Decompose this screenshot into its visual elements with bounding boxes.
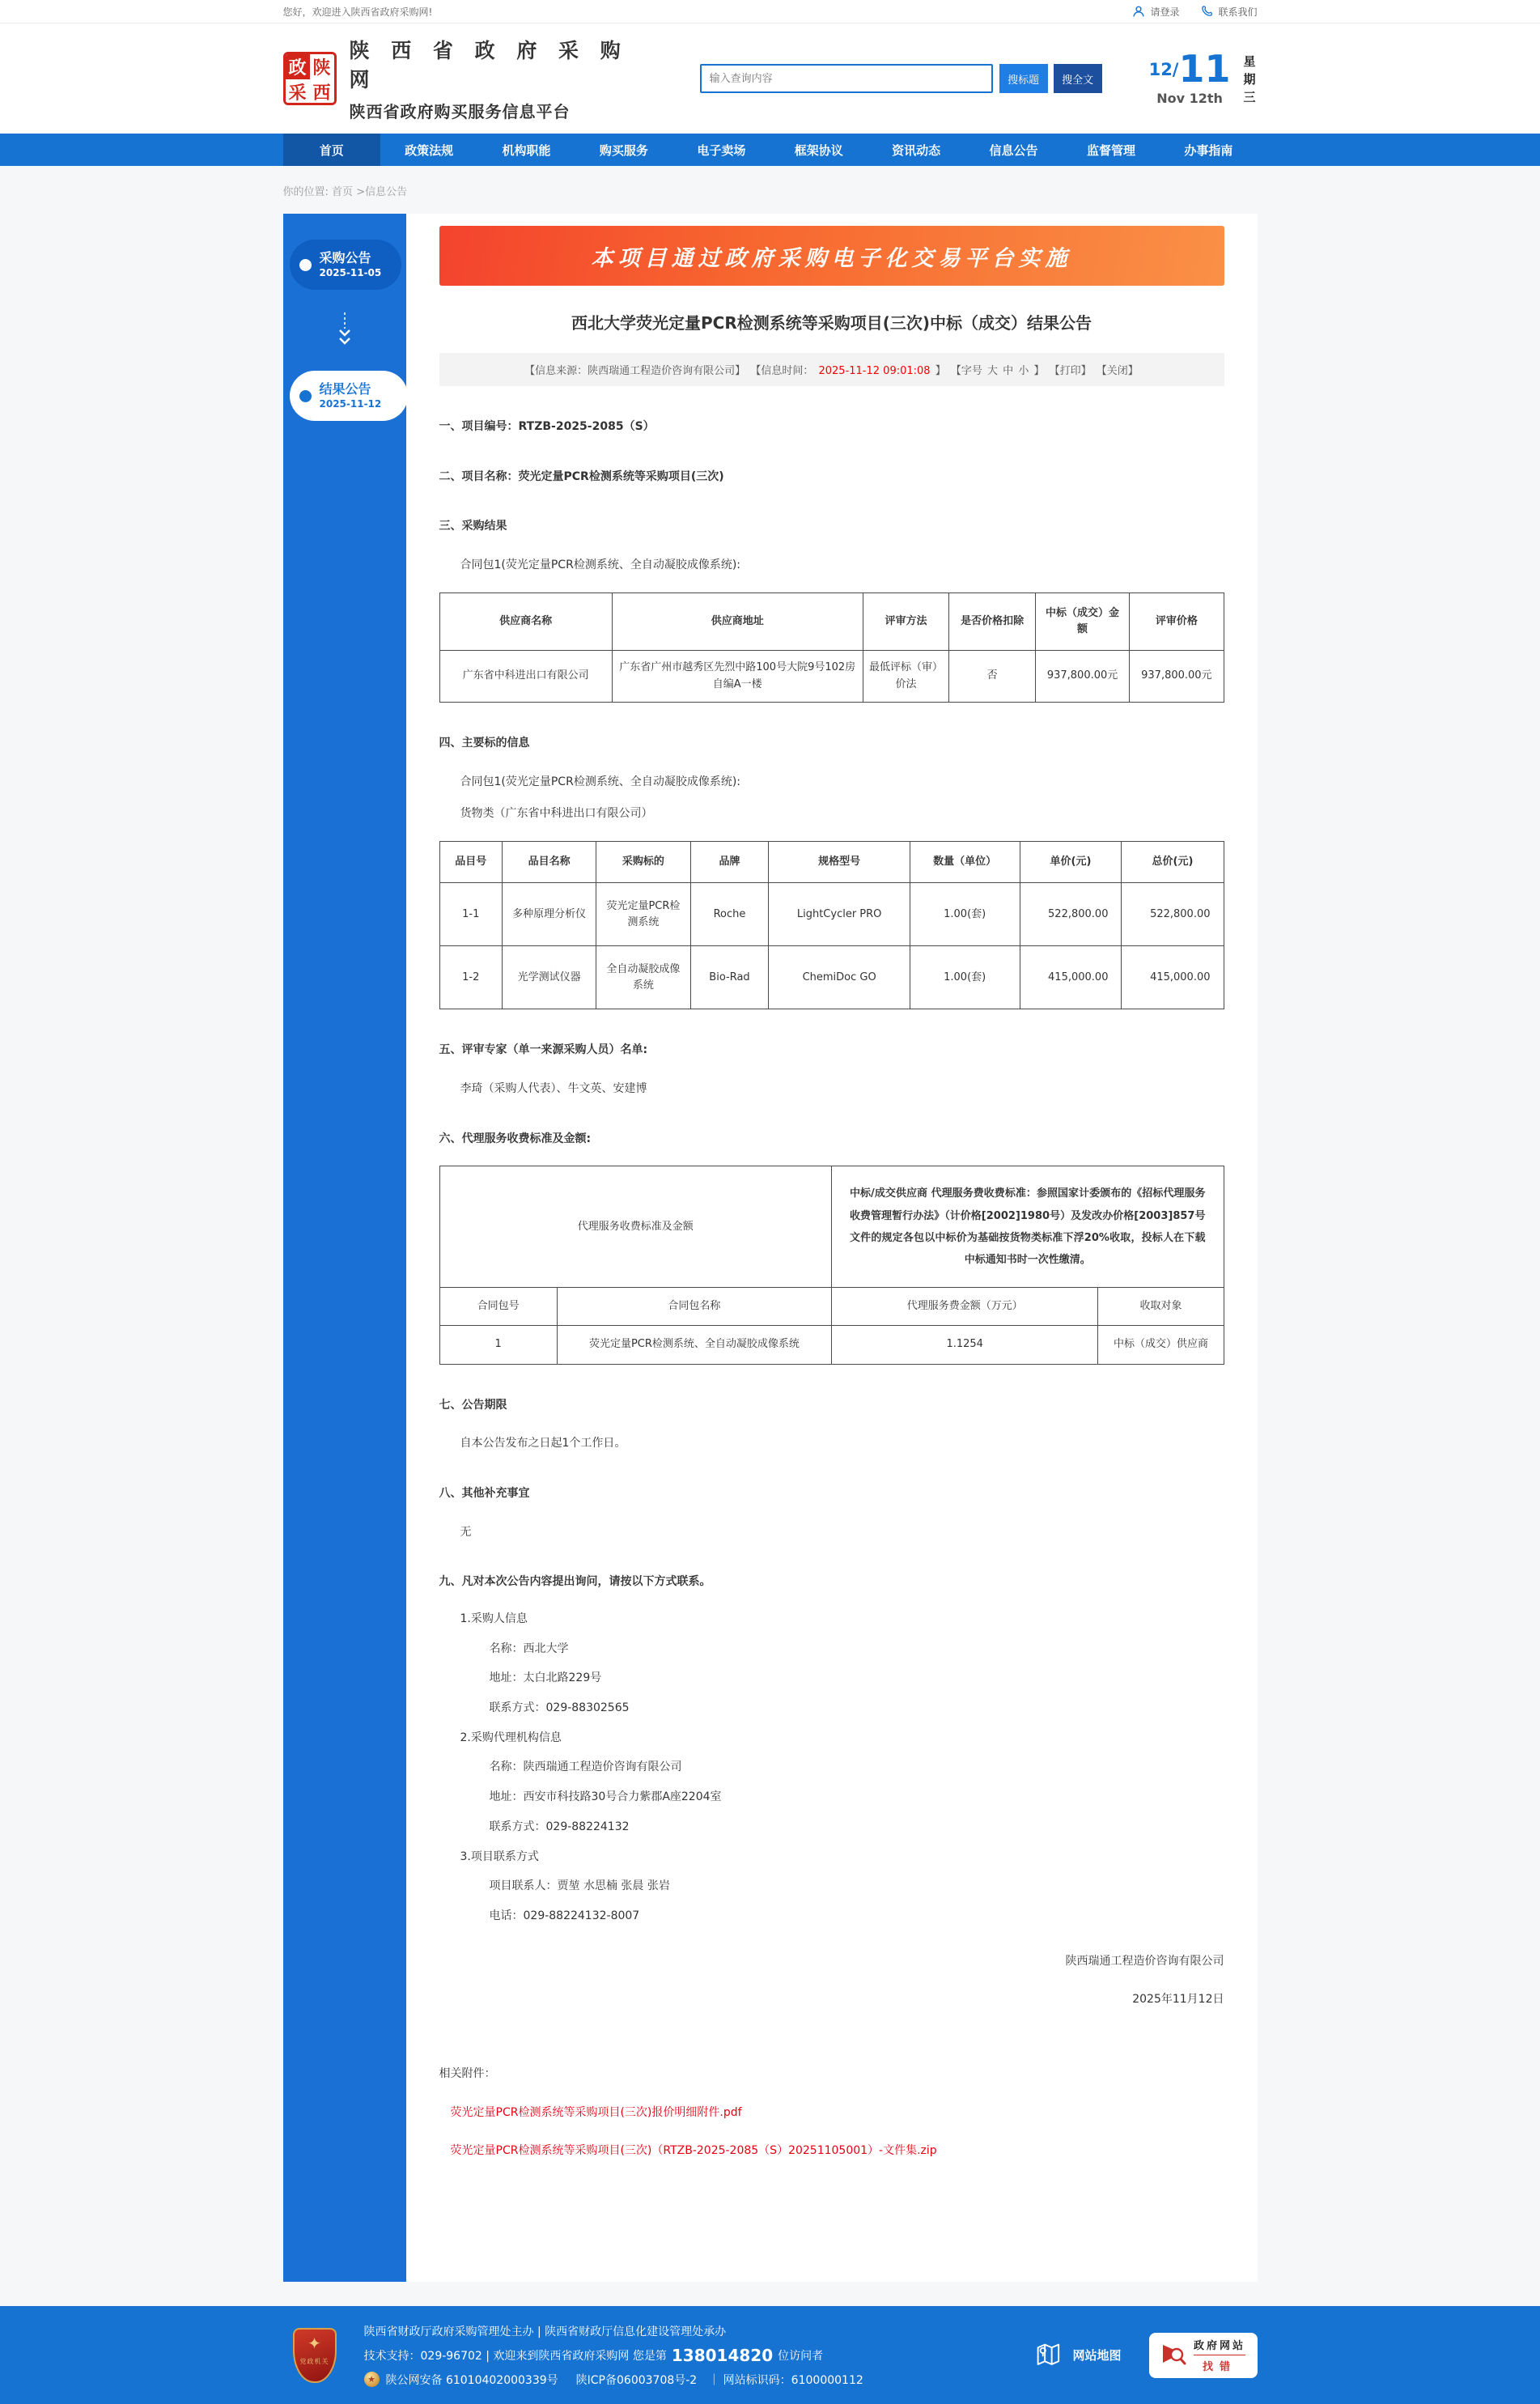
breadcrumb-label: 你的位置: [282,186,329,198]
announcement-period-text: 自本公告发布之日起1个工作日。 [460,1437,626,1450]
step-title: 采购公告 [319,249,371,265]
section-main-subject: 四、主要标的信息 [439,737,530,750]
step-dot-icon [299,259,312,271]
goods-detail-table [439,841,1224,1009]
nav-item-org[interactable]: 机构职能 [502,142,551,158]
cell-fee-label: 代理服务收费标准及金额 [439,1166,831,1288]
col-item-no: 品目号 [439,842,503,883]
login-label: 请登录 [1150,6,1180,18]
meta-time-post: 】 [935,365,946,377]
step-dot-icon [299,390,312,402]
site-header [0,23,1540,134]
col-model: 规格型号 [769,842,910,883]
col-package-name: 合同包名称 [557,1288,831,1326]
cell-procurement-subject: 荧光定量PCR检测系统 [596,883,690,946]
font-size-mid[interactable]: 中 [1003,365,1014,377]
signature-company: 陕西瑞通工程造价咨询有限公司 [1065,1954,1224,1968]
cell-package-name: 荧光定量PCR检测系统、全自动凝胶成像系统 [557,1326,831,1364]
cell-model: LightCycler PRO [769,883,910,946]
police-record-number[interactable]: 陕公网安备 61010402000339号 [385,2373,558,2387]
meta-time: 2025-11-12 09:01:08 [818,365,931,377]
section-other-matters: 八、其他补充事宜 [439,1486,530,1500]
welcome-text: 您好，欢迎进入陕西省政府采购网! [282,6,433,18]
col-item-name: 品目名称 [503,842,596,883]
cell-package-no: 1 [439,1326,557,1364]
cell-procurement-subject: 全自动凝胶成像系统 [596,946,690,1009]
search-title-button[interactable]: 搜标题 [999,64,1048,93]
table-row [439,883,1224,946]
topbar [0,0,1540,23]
table-row [439,946,1224,1009]
cell-total-price: 415,000.00 [1122,946,1224,1009]
col-brand: 品牌 [690,842,769,883]
cell-fee-payer: 中标（成交）供应商 [1098,1326,1224,1364]
progress-sidebar [283,214,406,2282]
phone-icon [1200,5,1213,18]
logo-char-4: 西 [310,79,334,104]
cell-supplier-address: 广东省广州市越秀区先烈中路100号大院9号102房自编A一楼 [612,651,863,703]
section-result-heading: 三、采购结果 [439,520,507,533]
cell-award-amount: 937,800.00元 [1035,651,1129,703]
article-title: 西北大学荧光定量PCR检测系统等采购项目(三次)中标（成交）结果公告 [571,313,1092,333]
platform-banner: 本项目通过政府采购电子化交易平台实施 [439,226,1224,286]
footer-support-text: 技术支持：029-96702 | 欢迎来到陕西省政府采购网 您是第 [363,2349,667,2363]
table-header-row [439,1288,1224,1326]
meta-time-pre: 【信息时间： [750,365,814,377]
sidebar-item-result-announcement[interactable] [290,371,408,421]
nav-item-supervision[interactable]: 监督管理 [1086,142,1135,158]
table-header-row [439,593,1224,650]
cell-unit-price: 415,000.00 [1020,946,1122,1009]
font-size-small[interactable]: 小 [1018,365,1029,377]
icp-record-number[interactable]: 陕ICP备06003708号-2 [575,2373,698,2387]
sidebar-item-purchase-announcement[interactable] [290,240,401,290]
cell-quantity: 1.00(套) [910,946,1020,1009]
buyer-heading: 1.采购人信息 [460,1612,528,1626]
agency-fee-table [439,1166,1224,1364]
police-emblem-icon: ★ [364,2372,380,2387]
contact-label: 联系我们 [1218,6,1258,18]
article-card [406,214,1258,2282]
col-award-amount: 中标（成交）金额 [1035,593,1129,650]
col-procurement-subject: 采购标的 [596,842,690,883]
col-total-price: 总价(元) [1122,842,1224,883]
date-weekday: 星期三 [1243,54,1256,104]
col-supplier-name: 供应商名称 [439,593,612,650]
date-english: Nov 12th [1156,91,1223,107]
cell-item-no: 1-1 [439,883,503,946]
nav-item-purchase[interactable]: 购买服务 [599,142,648,158]
cell-quantity: 1.00(套) [910,883,1020,946]
section-project-number: 一、项目编号：RTZB-2025-2085（S） [439,420,655,433]
project-contact-person: 项目联系人：贾堃 水思楠 张晨 张岩 [489,1879,670,1893]
attachment-zip-link[interactable]: 荧光定量PCR检测系统等采购项目(三次)（RTZB-2025-2085（S）20251105001）-文件集.zip [450,2144,937,2158]
footer-organizer-line: 陕西省财政厅政府采购管理处主办 | 陕西省财政厅信息化建设管理处承办 [363,2325,727,2338]
cell-review-price: 937,800.00元 [1130,651,1224,703]
cell-brand: Bio-Rad [690,946,769,1009]
other-matters-text: 无 [460,1525,472,1539]
error-badge-subtitle: 找错 [1202,2361,1237,2374]
buyer-address: 地址：太白北路229号 [489,1671,602,1685]
col-review-method: 评审方法 [863,593,949,650]
package-line: 合同包1(荧光定量PCR检测系统、全自动凝胶成像系统): [460,775,740,788]
project-contact-phone: 电话：029-88224132-8007 [489,1909,640,1922]
table-header-row [439,842,1224,883]
site-footer [0,2306,1540,2404]
signature-date: 2025年11月12日 [1132,1993,1224,2007]
search-input[interactable] [700,64,993,93]
project-contact-heading: 3.项目联系方式 [460,1850,539,1863]
date-month: 12/ [1148,60,1179,80]
cell-item-no: 1-2 [439,946,503,1009]
close-button[interactable]: 【关闭】 [1096,365,1139,377]
search-fulltext-button[interactable]: 搜全文 [1054,64,1102,93]
nav-item-home[interactable]: 首页 [283,134,380,166]
error-report-flag-icon [1160,2342,1188,2369]
date-day: 11 [1178,47,1231,91]
breadcrumb [283,166,1258,214]
sitemap-icon [1035,2342,1063,2369]
cell-model: ChemiDoc GO [769,946,910,1009]
meta-source: 【信息来源：陕西瑞通工程造价咨询有限公司】 [524,365,746,377]
meta-font-close: 】 [1033,365,1045,377]
col-fee-payer: 收取对象 [1098,1288,1224,1326]
section-agency-fee: 六、代理服务收费标准及金额: [439,1132,592,1145]
col-fee-amount: 代理服务费金额（万元） [831,1288,1097,1326]
cell-review-method: 最低评标（审）价法 [863,651,949,703]
font-size-big[interactable]: 大 [987,365,999,377]
cell-fee-amount: 1.1254 [831,1326,1097,1364]
article-meta-bar [439,353,1224,386]
meta-font-label: 【字号 [950,365,982,377]
table-row [439,1166,1224,1288]
logo-char-1: 政 [286,54,310,79]
table-row [439,651,1224,703]
site-title: 陕 西 省 政 府 采 购 网 [349,39,628,91]
step-title: 结果公告 [319,380,371,397]
col-unit-price: 单价(元) [1020,842,1122,883]
sitemap-link[interactable]: 网站地图 [1072,2348,1122,2364]
cell-item-name: 多种原理分析仪 [503,883,596,946]
agency-address: 地址：西安市科技路30号合力紫郡A座2204室 [489,1790,722,1804]
logo-char-3: 采 [286,79,310,104]
nav-item-services[interactable]: 办事指南 [1184,142,1233,158]
breadcrumb-home-link[interactable]: 首页 [332,186,354,198]
attachment-pdf-link[interactable]: 荧光定量PCR检测系统等采购项目(三次)报价明细附件.pdf [450,2105,742,2119]
section-announcement-period: 七、公告期限 [439,1398,507,1412]
site-code: ｜ 网站标识码：6100000112 [708,2373,863,2387]
main-nav [0,134,1540,166]
section-experts: 五、评审专家（单一来源采购人员）名单: [439,1043,648,1057]
section-project-name: 二、项目名称：荧光定量PCR检测系统等采购项目(三次) [439,469,724,483]
user-icon [1132,5,1145,18]
step-date: 2025-11-12 [319,398,382,410]
col-package-no: 合同包号 [439,1288,557,1326]
party-gov-badge-icon: ✦ 党政机关 [293,2328,337,2383]
agency-phone: 联系方式：029-88224132 [489,1820,630,1833]
cell-price-deduction: 否 [949,651,1036,703]
nav-item-news[interactable]: 资讯动态 [892,142,941,158]
error-badge-title: 政府网站 [1194,2337,1245,2355]
breadcrumb-current[interactable]: >信息公告 [356,186,408,198]
col-quantity: 数量（单位） [910,842,1020,883]
goods-class-line: 货物类（广东省中科进出口有限公司） [460,807,653,821]
cell-total-price: 522,800.00 [1122,883,1224,946]
nav-item-framework[interactable]: 框架协议 [794,142,843,158]
footer-visitor-suffix: 位访问者 [778,2349,824,2363]
gov-site-error-report-badge[interactable] [1149,2333,1258,2378]
section-inquiries: 九、凡对本次公告内容提出询问，请按以下方式联系。 [439,1575,711,1589]
cell-supplier-name: 广东省中科进出口有限公司 [439,651,612,703]
agency-name: 名称：陕西瑞通工程造价咨询有限公司 [489,1761,682,1774]
supplier-result-table [439,593,1224,703]
site-subtitle: 陕西省政府购买服务信息平台 [349,102,571,121]
cell-item-name: 光学测试仪器 [503,946,596,1009]
nav-item-announcements[interactable]: 信息公告 [989,142,1038,158]
step-arrow-icon [283,312,406,348]
table-row [439,1326,1224,1364]
date-widget [1148,47,1258,107]
nav-item-policy[interactable]: 政策法规 [405,142,454,158]
nav-item-emall[interactable]: 电子卖场 [697,142,746,158]
party-gov-badge-text: 党政机关 [299,2357,329,2365]
agency-heading: 2.采购代理机构信息 [460,1731,562,1744]
col-price-deduction: 是否价格扣除 [949,593,1036,650]
cell-brand: Roche [690,883,769,946]
logo-char-2: 陕 [310,54,334,79]
experts-list: 李琦（采购人代表）、牛文英、安建博 [460,1081,647,1095]
buyer-name: 名称：西北大学 [489,1642,569,1655]
step-date: 2025-11-05 [319,267,382,279]
contact-link[interactable] [1200,5,1257,19]
print-button[interactable]: 【打印】 [1049,365,1092,377]
package-line: 合同包1(荧光定量PCR检测系统、全自动凝胶成像系统): [460,559,740,572]
cell-fee-standard: 中标/成交供应商 代理服务费收费标准：参照国家计委颁布的《招标代理服务收费管理暂行办法》（计价格[2002]1980号）及发改办价格[2003]857号文件的规定各包以中标价为基础按货物类标准下浮20%收取，投标人在下载中标通知书时一次性缴清。 [831,1166,1224,1288]
visitor-count: 138014820 [671,2345,774,2365]
site-logo [283,52,337,105]
col-review-price: 评审价格 [1130,593,1224,650]
buyer-phone: 联系方式：029-88302565 [489,1701,630,1715]
col-supplier-address: 供应商地址 [612,593,863,650]
login-link[interactable] [1132,5,1179,19]
attachments-label: 相关附件： [439,2066,496,2080]
cell-unit-price: 522,800.00 [1020,883,1122,946]
